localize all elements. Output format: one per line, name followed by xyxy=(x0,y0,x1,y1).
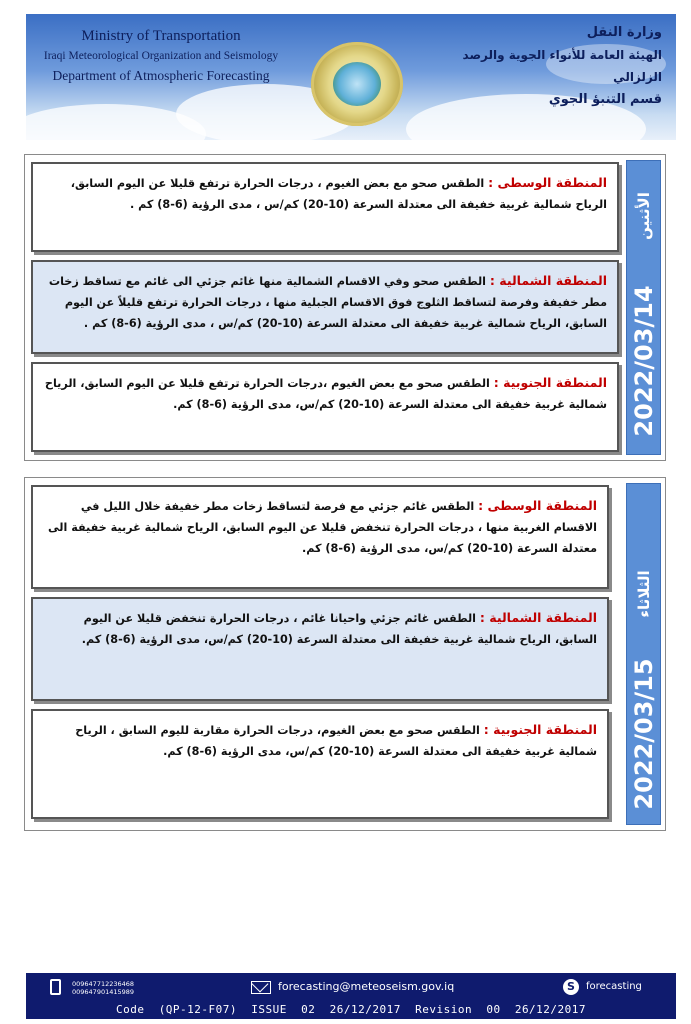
region-label: المنطقة الشمالية : xyxy=(479,610,597,625)
document-code-line: Code (QP-12-F07) ISSUE 02 26/12/2017 Revision 00 26/12/2017 xyxy=(115,1003,587,1016)
day-name: الثلاثاء xyxy=(634,570,653,618)
forecast-box xyxy=(31,362,619,452)
region-label: المنطقة الجنوبية : xyxy=(493,375,607,390)
department-name-en: Department of Atmospheric Forecasting xyxy=(52,68,270,83)
ministry-name-en: Ministry of Transportation xyxy=(81,28,241,44)
mail-icon xyxy=(251,981,271,994)
organization-name-en: Iraqi Meteorological Organization and Seismology xyxy=(43,50,279,62)
email-link[interactable]: forecasting@meteoseism.gov.iq xyxy=(278,980,455,993)
footer-bar xyxy=(26,973,676,1019)
forecast-text: الطقس غائم جزئي مع فرصة لتساقط زخات مطر خفيفة خلال الليل في الاقسام الغربية منها ، درجات الحرارة تنخفض قليلا عن اليوم السابق، الرياح شمالية غربية خفيفة الى معتدلة السرعة (10-20) كم/س، مدى الرؤية (6-8) كم. xyxy=(47,500,597,555)
phone-number[interactable]: 009647712236468 xyxy=(72,980,135,988)
region-label: المنطقة الوسطى : xyxy=(478,498,597,513)
department-name-ar: قسم التنبؤ الجوي xyxy=(548,92,662,107)
region-label: المنطقة الشمالية : xyxy=(489,273,607,288)
skype-icon: S xyxy=(563,979,579,995)
ministry-name-ar: وزارة النقل xyxy=(586,25,662,40)
forecast-text: الطقس صحو مع بعض الغيوم ، درجات الحرارة ترتفع قليلا عن اليوم السابق، الرياح شمالية غربية خفيفة الى معتدلة السرعة (10-20) كم/س ، مدى الرؤية (6-8) كم . xyxy=(70,177,607,211)
header-arabic xyxy=(422,22,662,112)
header-english xyxy=(36,26,286,86)
forecast-text: الطقس صحو مع بعض الغيوم ،درجات الحرارة ترتفع قليلا عن اليوم السابق، الرياح شمالية غربية خفيفة الى معتدلة السرعة (10-20) كم/س، مدى الرؤية (6-8) كم. xyxy=(44,377,607,411)
day-date-tab xyxy=(626,483,661,825)
forecast-box xyxy=(31,709,609,819)
forecast-box xyxy=(31,597,609,701)
forecast-date: 2022/03/15 xyxy=(629,658,658,810)
header-banner xyxy=(26,14,676,140)
phone-number[interactable]: 009647901415989 xyxy=(72,988,135,996)
day-name: الأثنين xyxy=(634,192,653,240)
organization-logo xyxy=(311,42,403,126)
footer-contact-row xyxy=(26,973,676,1001)
forecast-date: 2022/03/14 xyxy=(629,285,658,437)
region-label: المنطقة الجنوبية : xyxy=(483,722,597,737)
organization-name-ar: الهيئة العامة للأنواء الجوية والرصد الزلزالي xyxy=(462,48,662,84)
forecast-box xyxy=(31,162,619,252)
forecast-text: الطقس صحو وفي الاقسام الشمالية منها غائم جزئي الى غائم مع تساقط زخات مطر خفيفة وفرصة لتساقط الثلوج فوق الاقسام الجبلية منها ، درجات الحرارة ترتفع قليلاً عن اليوم السابق، الرياح شمالية غربية خفيفة الى معتدلة السرعة (10-20) كم/س ، مدى الرؤية (6-8) كم . xyxy=(48,275,607,330)
forecast-box xyxy=(31,485,609,589)
forecast-box xyxy=(31,260,619,354)
region-label: المنطقة الوسطى : xyxy=(488,175,607,190)
skype-handle[interactable]: forecasting xyxy=(586,981,642,992)
forecast-text: الطقس غائم جزئي واحيانا غائم ، درجات الحرارة تنخفض قليلا عن اليوم السابق، الرياح شمالية غربية خفيفة الى معتدلة السرعة (10-20) كم/س، مدى الرؤية (6-8) كم. xyxy=(81,612,597,646)
phone-icon xyxy=(50,979,61,995)
logo-emblem xyxy=(333,62,381,106)
forecast-text: الطقس صحو مع بعض الغيوم، درجات الحرارة مقاربة لليوم السابق ، الرياح شمالية غربية خفيفة الى معتدلة السرعة (10-20) كم/س، مدى الرؤية (6-8) كم. xyxy=(75,724,597,758)
day-date-tab xyxy=(626,160,661,455)
